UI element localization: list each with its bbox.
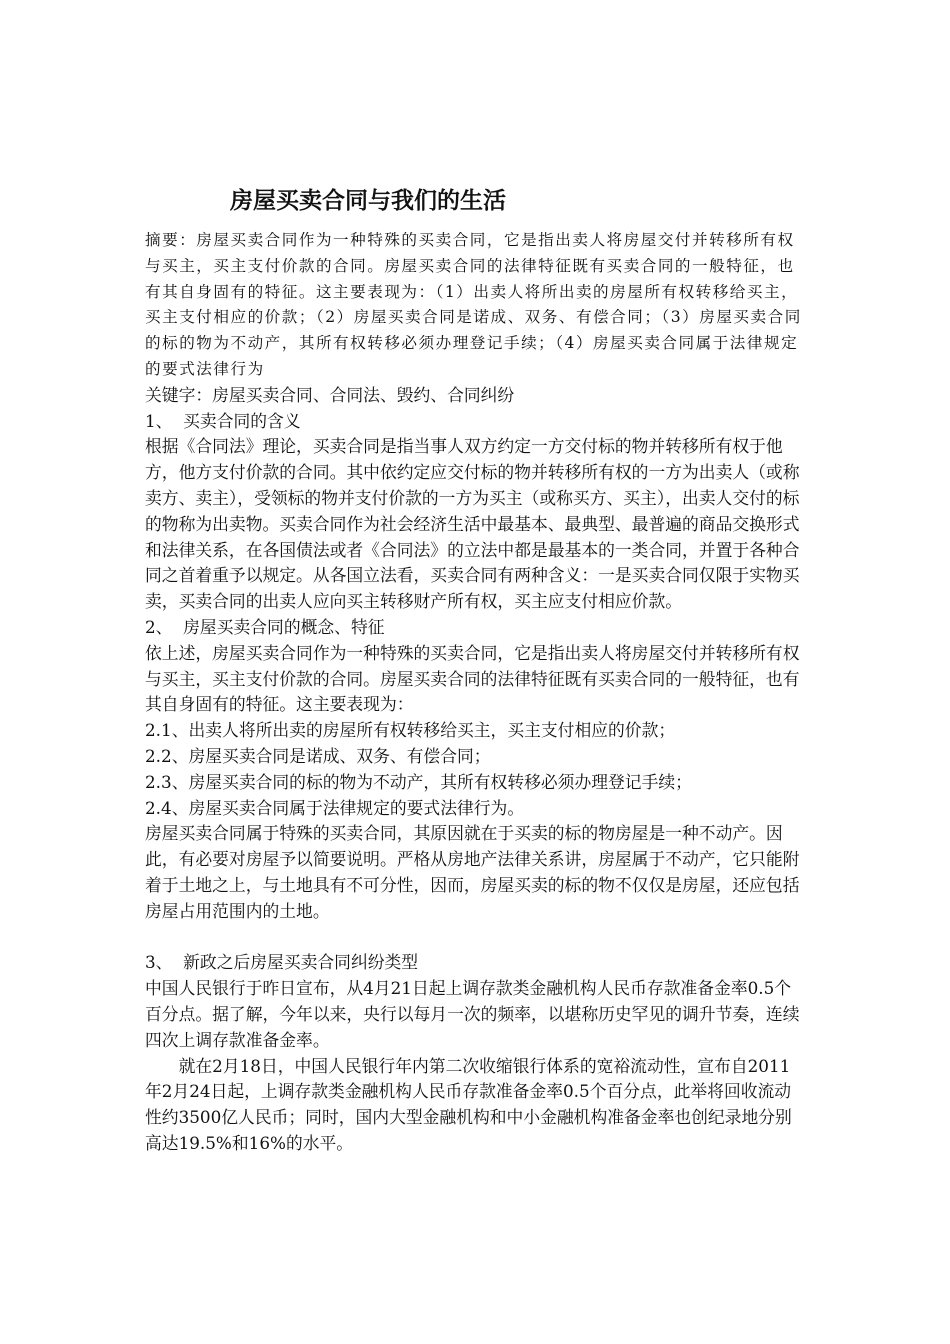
section-1-paragraph: 根据《合同法》理论，买卖合同是指当事人双方约定一方交付标的物并转移所有权于他方，他方支付价款的合同。其中依约定应交付标的物并转移所有权的一方为出卖人（或称卖方、卖主），受领标的物并支付价款的一方为买主（或称买方、买主），出卖人交付的标的物称为出卖物。买卖合同作为社会经济生活中最基本、最典型、最普遍的商品交换形式和法律关系，在各国债法或者《合同法》的立法中都是最基本的一类合同，并置于各种合同之首着重予以规定。从各国立法看，买卖合同有两种含义：一是买卖合同仅限于实物买卖，买卖合同的出卖人应向买主转移财产所有权，买主应支付相应价款。 — [145, 436, 800, 612]
keywords-line: 关键字：房屋买卖合同、合同法、毁约、合同纠纷 — [145, 384, 515, 405]
section-3-paragraph-1: 中国人民银行于昨日宣布，从4月21日起上调存款类金融机构人民币存款准备金率0.5个百分点。据了解，今年以来，央行以每月一次的频率，以堪称历史罕见的调升节奏，连续四次上调存款准备金率。 — [145, 978, 800, 1050]
abstract-paragraph: 摘要：房屋买卖合同作为一种特殊的买卖合同，它是指出卖人将房屋交付并转移所有权与买主，买主支付价款的合同。房屋买卖合同的法律特征既有买卖合同的一般特征，也有其自身固有的特征。这主要表现为：（1）出卖人将所出卖的房屋所有权转移给买主，买主支付相应的价款；（2）房屋买卖合同是诺成、双务、有偿合同；（3）房屋买卖合同的标的物为不动产，其所有权转移必须办理登记手续；（4）房屋买卖合同属于法律规定的要式法律行为 — [145, 231, 802, 378]
document-title: 房屋买卖合同与我们的生活 — [230, 188, 506, 214]
section-2-heading: 2、 房屋买卖合同的概念、特征 — [145, 616, 385, 637]
document-body — [145, 228, 805, 1157]
section-3-heading: 3、 新政之后房屋买卖合同纠纷类型 — [145, 952, 419, 973]
section-1-heading: 1、 买卖合同的含义 — [145, 410, 301, 431]
section-2-item-4: 2.4、房屋买卖合同属于法律规定的要式法律行为。 — [145, 797, 525, 818]
section-2-intro: 依上述，房屋买卖合同作为一种特殊的买卖合同，它是指出卖人将房屋交付并转移所有权与买主，买主支付价款的合同。房屋买卖合同的法律特征既有买卖合同的一般特征，也有其自身固有的特征。这主要表现为： — [145, 642, 800, 715]
section-2-item-2: 2.2、房屋买卖合同是诺成、双务、有偿合同； — [145, 745, 491, 766]
section-2-note: 房屋买卖合同属于特殊的买卖合同，其原因就在于买卖的标的物房屋是一种不动产。因此，有必要对房屋予以简要说明。严格从房地产法律关系讲，房屋属于不动产，它只能附着于土地之上，与土地具有不可分性，因而，房屋买卖的标的物不仅仅是房屋，还应包括房屋占用范围内的土地。 — [145, 823, 800, 921]
section-2-item-3: 2.3、房屋买卖合同的标的物为不动产，其所有权转移必须办理登记手续； — [145, 771, 692, 792]
section-2-item-1: 2.1、出卖人将所出卖的房屋所有权转移给买主，买主支付相应的价款； — [145, 720, 676, 741]
section-3-paragraph-2: 就在2月18日，中国人民银行年内第二次收缩银行体系的宽裕流动性，宣布自2011年2月24日起，上调存款类金融机构人民币存款准备金率0.5个百分点，此举将回收流动性约3500亿人民币；同时，国内大型金融机构和中小金融机构准备金率也创纪录地分别高达19.5%和16%的水平。 — [145, 1055, 792, 1153]
blank-line — [145, 925, 805, 951]
